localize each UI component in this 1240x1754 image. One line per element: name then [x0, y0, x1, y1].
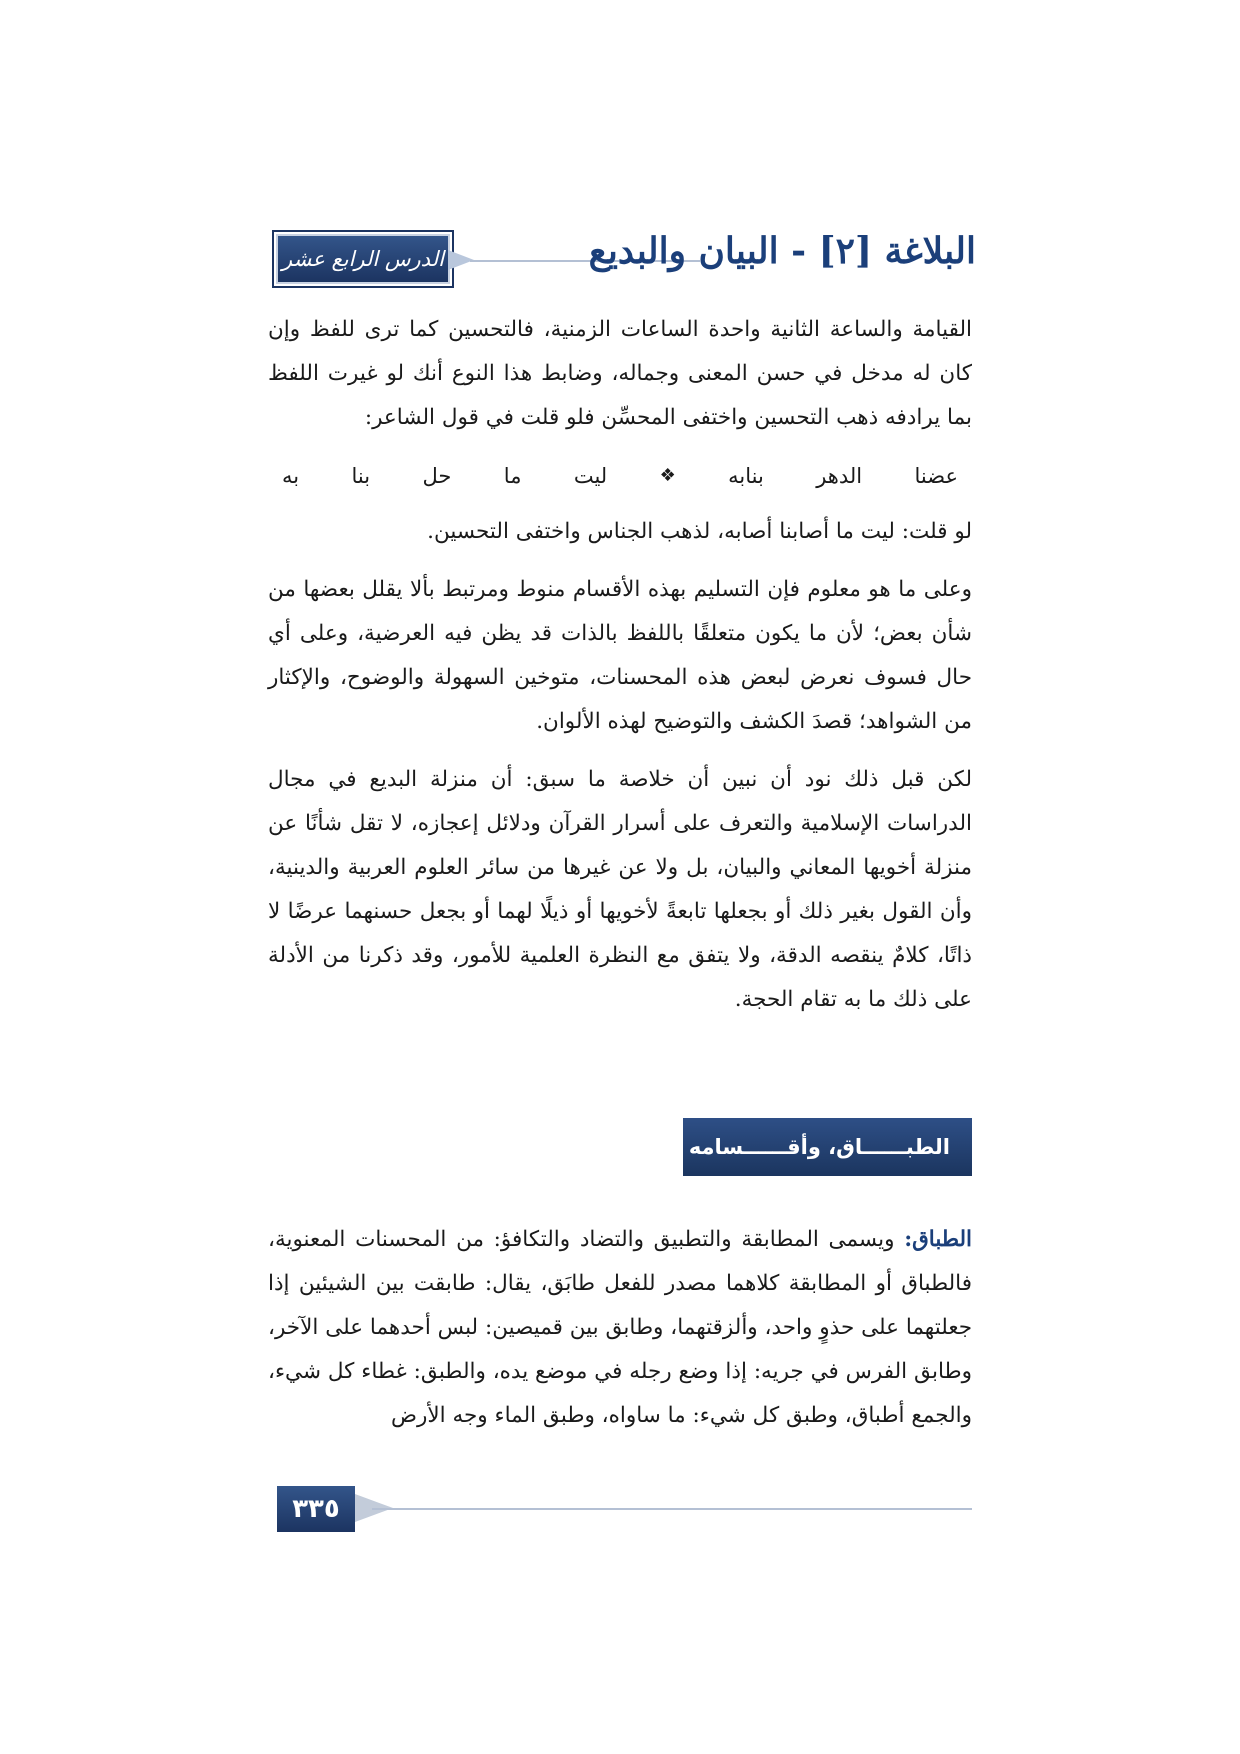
poetry-verse	[268, 446, 972, 506]
page-number: ٣٣٥	[277, 1486, 355, 1532]
verse-word: بنا	[351, 464, 371, 488]
paragraph: لكن قبل ذلك نود أن نبين أن خلاصة ما سبق: أن منزلة البديع في مجال الدراسات الإسلامية والتعرف على أسرار القرآن ودلائل إعجازه، لا تقل شأنًا عن منزلة أخويها المعاني والبيان، بل ولا عن غيرها من سائر العلوم العربية والدينية، وأن القول بغير ذلك أو بجعلها تابعةً لأخويها أو ذيلًا لهما أو بجعل حسنهما عرضًا لا ذاتًا، كلامٌ ينقصه الدقة، ولا يتفق مع النظرة العلمية للأمور، وقد ذكرنا من الأدلة على ذلك ما به تقام الحجة.	[268, 767, 972, 1012]
lesson-label: الدرس الرابع عشر	[276, 234, 450, 284]
verse-separator-icon: ❖	[659, 465, 676, 486]
main-text	[268, 308, 972, 1022]
section-heading: الطبــــــاق، وأقــــــسامه	[683, 1118, 972, 1176]
verse-word: به	[282, 464, 300, 488]
verse-word: ما	[503, 464, 522, 488]
verse-word: حل	[422, 464, 452, 488]
definition-text: ويسمى المطابقة والتطبيق والتضاد والتكافؤ: من المحسنات المعنوية، فالطباق أو المطابقة كلاهما مصدر للفعل طابَق، يقال: طابقت بين الشيئين إذا جعلتهما على حذوٍ واحد، وألزقتهما، وطابق بين قميصين: لبس أحدهما على الآخر، وطابق الفرس في جريه: إذا وضع رجله في موضع يده، والطبق: غطاء كل شيء، والجمع أطباق، وطبق كل شيء: ما ساواه، وطبق الماء وجه الأرض	[268, 1227, 972, 1428]
verse-word: عضنا	[914, 464, 958, 488]
verse-word: بنابه	[728, 464, 764, 488]
book-title: البلاغة [٢] - البيان والبديع	[588, 230, 976, 272]
footer-divider	[372, 1508, 972, 1510]
verse-word: ليت	[573, 464, 608, 488]
defined-term: الطباق:	[904, 1227, 973, 1252]
paragraph	[268, 1218, 972, 1438]
verse-word: الدهر	[816, 464, 863, 488]
paragraph: لو قلت: ليت ما أصابنا أصابه، لذهب الجناس واختفى التحسين.	[427, 519, 972, 544]
page-header	[270, 228, 976, 288]
paragraph: القيامة والساعة الثانية واحدة الساعات الزمنية، فالتحسين كما ترى للفظ وإن كان له مدخل في حسن المعنى وجماله، وضابط هذا النوع أنك لو غيرت اللفظ بما يرادفه ذهب التحسين واختفى المحسِّن فلو قلت في قول الشاعر:	[268, 317, 972, 430]
paragraph: وعلى ما هو معلوم فإن التسليم بهذه الأقسام منوط ومرتبط بألا يقلل بعضها من شأن بعض؛ لأن ما يكون متعلقًا باللفظ بالذات قد يظن فيه العرضية، وعلى أي حال فسوف نعرض لبعض هذه المحسنات، متوخين السهولة والوضوح، والإكثار من الشواهد؛ قصدَ الكشف والتوضيح لهذه الألوان.	[268, 577, 972, 734]
section-text	[268, 1218, 972, 1438]
